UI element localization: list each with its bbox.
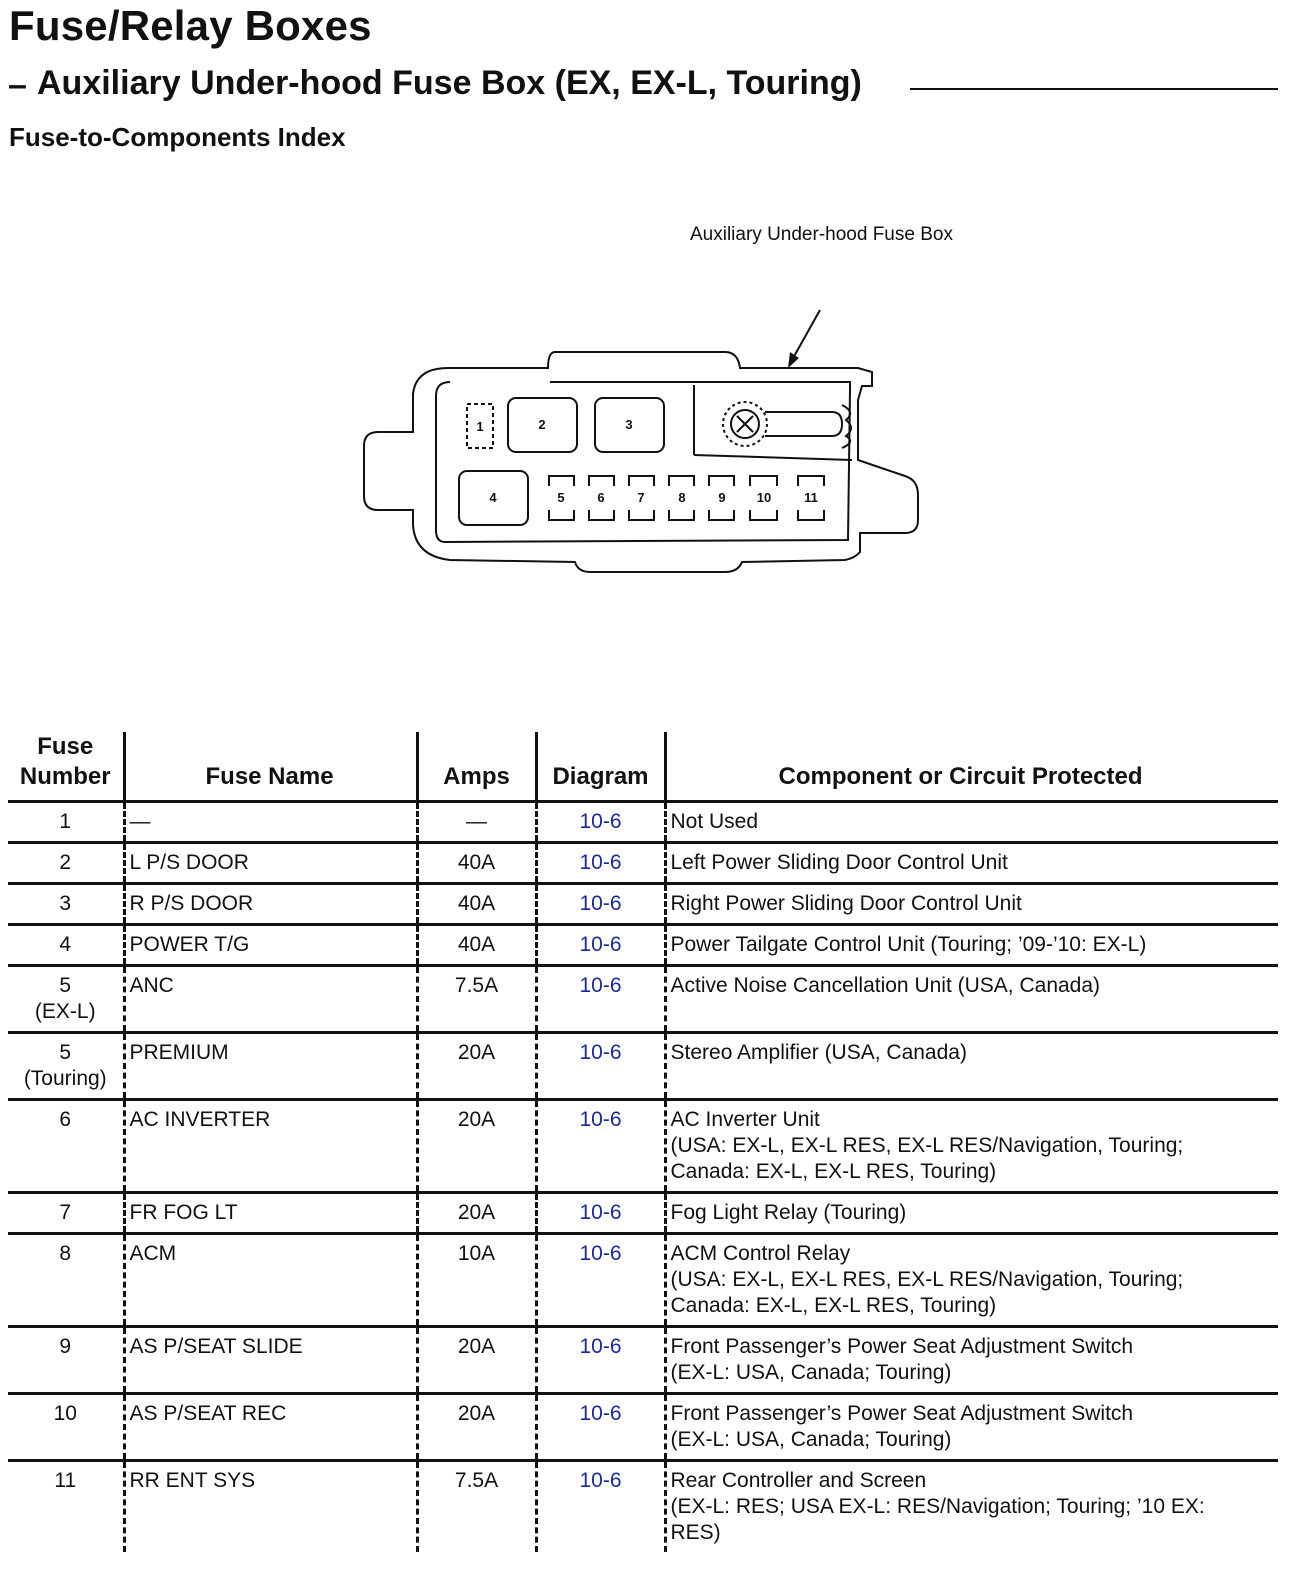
diagram-ref-link[interactable]: 10-6 (536, 843, 665, 884)
diagram-ref-link[interactable]: 10-6 (536, 1193, 665, 1234)
fuse-box-inner-outline (436, 382, 850, 542)
slot-label-6: 6 (597, 490, 605, 505)
table-row (8, 1461, 1278, 1553)
fuse-box-diagram (0, 0, 1294, 700)
fuse-name-cell: AS P/SEAT REC (124, 1394, 417, 1461)
component-cell (665, 884, 1278, 925)
slot-label-2: 2 (538, 417, 546, 432)
amps-cell: 7.5A (417, 1461, 536, 1553)
diagram-ref-link[interactable]: 10-6 (536, 1461, 665, 1553)
amps-cell: 20A (417, 1033, 536, 1100)
amps-cell: 40A (417, 843, 536, 884)
table-row (8, 1394, 1278, 1461)
fuse-name-cell: AS P/SEAT SLIDE (124, 1327, 417, 1394)
component-line: Fog Light Relay (Touring) (670, 1201, 907, 1224)
diagram-ref-link[interactable]: 10-6 (536, 1327, 665, 1394)
component-line: RES) (670, 1521, 721, 1544)
fuse-number-cell (8, 884, 124, 925)
fuse-number-line: 4 (59, 933, 72, 956)
component-line: Front Passenger’s Power Seat Adjustment Switch (670, 1402, 1134, 1425)
table-row (8, 1100, 1278, 1193)
component-cell (665, 1193, 1278, 1234)
component-line: Canada: EX-L, EX-L RES, Touring) (670, 1294, 997, 1317)
table-row (8, 802, 1278, 843)
component-line: AC Inverter Unit (670, 1108, 820, 1131)
table-row (8, 1327, 1278, 1394)
amps-cell: — (417, 802, 536, 843)
fuse-number-cell (8, 1193, 124, 1234)
callout-leader-line (792, 310, 820, 360)
amps-cell: 10A (417, 1234, 536, 1327)
table-row (8, 966, 1278, 1033)
component-line: (EX-L: USA, Canada; Touring) (670, 1428, 952, 1451)
fuse-number-cell (8, 1234, 124, 1327)
fuse-number-cell (8, 966, 124, 1033)
callout-label: Auxiliary Under-hood Fuse Box (690, 224, 953, 245)
fuse-number-cell (8, 1100, 124, 1193)
fuse-name-cell: RR ENT SYS (124, 1461, 417, 1553)
fuse-number-cell (8, 1394, 124, 1461)
component-cell (665, 1234, 1278, 1327)
component-cell (665, 1033, 1278, 1100)
component-cell (665, 925, 1278, 966)
table-row (8, 1193, 1278, 1234)
component-line: Canada: EX-L, EX-L RES, Touring) (670, 1160, 997, 1183)
fuse-number-cell (8, 802, 124, 843)
slot-label-8: 8 (678, 490, 686, 505)
diagram-ref-link[interactable]: 10-6 (536, 1033, 665, 1100)
fuse-name-cell: R P/S DOOR (124, 884, 417, 925)
fuse-number-cell (8, 1461, 124, 1553)
fuse-name-cell: PREMIUM (124, 1033, 417, 1100)
header-diagram: Diagram (536, 732, 665, 802)
fuse-index-table (8, 732, 1278, 1552)
fuse-number-line: 5 (59, 974, 72, 997)
amps-cell: 20A (417, 1100, 536, 1193)
table-row (8, 1234, 1278, 1327)
slot-label-1: 1 (476, 419, 484, 434)
component-line: (USA: EX-L, EX-L RES, EX-L RES/Navigation, Touring; (670, 1134, 1184, 1157)
fuse-number-cell (8, 1327, 124, 1394)
diagram-ref-link[interactable]: 10-6 (536, 1394, 665, 1461)
fuse-number-line: 11 (54, 1469, 77, 1492)
component-cell (665, 1394, 1278, 1461)
slot-label-7: 7 (637, 490, 645, 505)
fuse-number-line: 2 (59, 851, 72, 874)
diagram-ref-link[interactable]: 10-6 (536, 925, 665, 966)
fuse-number-cell (8, 843, 124, 884)
component-line: (USA: EX-L, EX-L RES, EX-L RES/Navigation, Touring; (670, 1268, 1184, 1291)
diagram-ref-link[interactable]: 10-6 (536, 884, 665, 925)
fuse-number-line: 9 (59, 1335, 72, 1358)
component-cell (665, 966, 1278, 1033)
section-heading: Fuse-to-Components Index (9, 122, 346, 152)
amps-cell: 20A (417, 1193, 536, 1234)
header-amps: Amps (417, 732, 536, 802)
slot-label-11: 11 (804, 490, 818, 505)
fuse-name-cell: AC INVERTER (124, 1100, 417, 1193)
fuse-number-line: 7 (59, 1201, 72, 1224)
component-line: Power Tailgate Control Unit (Touring; ’09-’10: EX-L) (670, 933, 1147, 956)
fuse-number-line: (Touring) (23, 1067, 107, 1090)
fuse-number-line: (EX-L) (34, 1000, 96, 1023)
diagram-ref-link[interactable]: 10-6 (536, 1100, 665, 1193)
terminal-divider-bottom (694, 455, 852, 460)
fuse-number-line: 5 (59, 1041, 72, 1064)
slot-label-9: 9 (718, 490, 726, 505)
page-subtitle: Auxiliary Under-hood Fuse Box (EX, EX-L, Touring) (37, 64, 862, 102)
component-line: Not Used (670, 810, 759, 833)
diagram-ref-link[interactable]: 10-6 (536, 966, 665, 1033)
amps-cell: 40A (417, 925, 536, 966)
diagram-ref-link[interactable]: 10-6 (536, 802, 665, 843)
fuse-name-cell: ANC (124, 966, 417, 1033)
table-header-row (8, 732, 1278, 802)
fuse-box-outline (364, 352, 918, 572)
component-cell (665, 1100, 1278, 1193)
component-line: Right Power Sliding Door Control Unit (670, 892, 1022, 915)
fuse-number-cell (8, 925, 124, 966)
amps-cell: 40A (417, 884, 536, 925)
fuse-number-line: 8 (59, 1242, 72, 1265)
component-line: Left Power Sliding Door Control Unit (670, 851, 1008, 874)
fuse-number-line: 3 (59, 892, 72, 915)
slot-label-4: 4 (489, 490, 497, 505)
fuse-name-cell: L P/S DOOR (124, 843, 417, 884)
table-row (8, 843, 1278, 884)
component-line: (EX-L: USA, Canada; Touring) (670, 1361, 952, 1384)
fuse-name-cell: ACM (124, 1234, 417, 1327)
component-line: Rear Controller and Screen (670, 1469, 927, 1492)
component-cell (665, 1327, 1278, 1394)
header-component: Component or Circuit Protected (665, 732, 1278, 802)
component-line: Stereo Amplifier (USA, Canada) (670, 1041, 967, 1064)
fuse-number-cell (8, 1033, 124, 1100)
amps-cell: 20A (417, 1327, 536, 1394)
table-row (8, 884, 1278, 925)
callout-arrowhead (788, 352, 799, 368)
component-cell (665, 802, 1278, 843)
terminal-lug (765, 412, 842, 436)
fuse-number-line: 10 (53, 1402, 77, 1425)
header-fuse-number: Fuse Number (8, 732, 124, 802)
fuse-number-line: 6 (59, 1108, 72, 1131)
component-cell (665, 1461, 1278, 1553)
header-fuse-name: Fuse Name (124, 732, 417, 802)
subtitle-dash: – (8, 66, 27, 104)
diagram-ref-link[interactable]: 10-6 (536, 1234, 665, 1327)
fuse-number-line: 1 (59, 810, 72, 833)
slot-label-3: 3 (625, 417, 633, 432)
page-title: Fuse/Relay Boxes (9, 2, 372, 49)
component-cell (665, 843, 1278, 884)
component-line: ACM Control Relay (670, 1242, 851, 1265)
component-line: (EX-L: RES; USA EX-L: RES/Navigation; Touring; ’10 EX: (670, 1495, 1205, 1518)
slot-label-10: 10 (756, 490, 772, 505)
fuse-name-cell: FR FOG LT (124, 1193, 417, 1234)
slot-label-5: 5 (557, 490, 565, 505)
component-line: Active Noise Cancellation Unit (USA, Canada) (670, 974, 1101, 997)
component-line: Front Passenger’s Power Seat Adjustment Switch (670, 1335, 1134, 1358)
table-body (8, 802, 1278, 1553)
fuse-name-cell: — (124, 802, 417, 843)
fuse-name-cell: POWER T/G (124, 925, 417, 966)
amps-cell: 7.5A (417, 966, 536, 1033)
amps-cell: 20A (417, 1394, 536, 1461)
table-row (8, 1033, 1278, 1100)
table-row (8, 925, 1278, 966)
